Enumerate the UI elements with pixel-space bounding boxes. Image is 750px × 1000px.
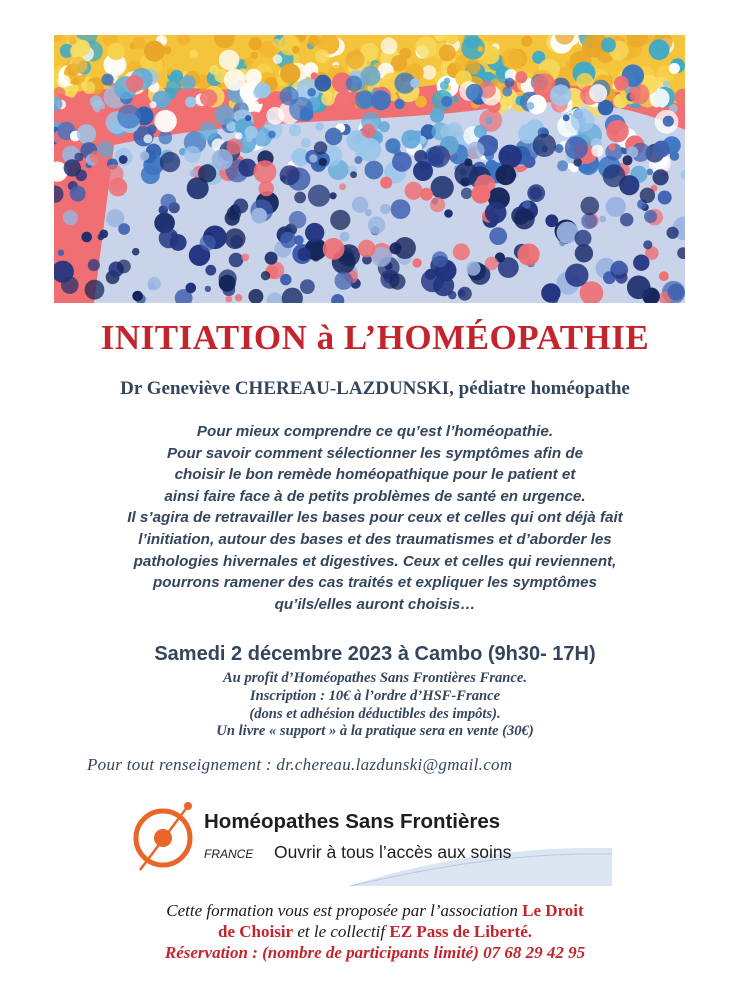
painting-dot: [141, 165, 160, 184]
painting-dot: [432, 251, 448, 267]
painting-dot: [205, 286, 211, 292]
painting-dot: [85, 280, 105, 300]
painting-dot: [346, 50, 365, 69]
painting-dot: [74, 153, 83, 162]
painting-dot: [350, 171, 357, 178]
painting-dot: [627, 276, 651, 300]
painting-dot: [453, 96, 459, 102]
painting-dot: [541, 283, 560, 302]
painting-dot: [401, 130, 420, 149]
painting-dot: [325, 128, 342, 145]
painting-dot: [413, 161, 433, 181]
painting-dot: [467, 142, 484, 159]
painting-dot: [527, 184, 545, 202]
painting-dot: [309, 154, 317, 162]
painting-dot: [448, 291, 456, 299]
painting-dot: [98, 234, 105, 241]
painting-dot: [614, 76, 629, 91]
painting-dot: [225, 296, 232, 303]
painting-dot: [315, 123, 323, 131]
painting-dot: [521, 36, 532, 47]
painting-dot: [253, 87, 265, 99]
painting-dot: [226, 138, 242, 154]
painting-dot: [289, 97, 313, 121]
painting-dot: [471, 185, 490, 204]
page-title: INITIATION à L’HOMÉOPATHIE: [100, 318, 650, 357]
painting-dot: [464, 158, 472, 166]
painting-dot: [608, 144, 615, 151]
painting-dot: [647, 169, 654, 176]
painting-dot: [253, 160, 276, 183]
painting-dot: [117, 105, 141, 129]
painting-dot: [184, 146, 201, 163]
painting-dot: [72, 78, 79, 85]
details-line: Inscription : 10€ à l’ordre d’HSF-France: [249, 687, 501, 704]
painting-dot: [280, 63, 300, 83]
intro-line: ainsi faire face à de petits problèmes de santé en urgence.: [164, 487, 586, 505]
painting-dot: [420, 188, 433, 201]
painting-dot: [502, 87, 512, 97]
painting-dot: [346, 76, 362, 92]
painting-dot: [495, 165, 516, 186]
painting-dot: [229, 253, 244, 268]
painting-dot: [518, 243, 540, 265]
painting-dot: [644, 210, 657, 223]
painting-dot: [99, 109, 107, 117]
painting-dot: [132, 291, 143, 302]
painting-dot: [70, 186, 86, 202]
painting-dot: [83, 82, 96, 95]
painting-dot: [591, 145, 603, 157]
painting-dot: [565, 136, 588, 159]
painting-dot: [200, 235, 216, 251]
painting-dot: [289, 124, 301, 136]
painting-dot: [466, 84, 483, 101]
painting-dot: [190, 170, 197, 177]
painting-dot: [308, 35, 319, 46]
painting-dot: [667, 227, 679, 239]
contact-info: Pour tout renseignement : dr.chereau.lazdunski@gmail.com: [87, 755, 513, 774]
painting-dot: [159, 131, 173, 145]
painting-dot: [633, 255, 649, 271]
event-date: Samedi 2 décembre 2023 à Cambo (9h30- 17H): [154, 643, 596, 665]
painting-dot: [224, 69, 246, 91]
painting-dot: [400, 48, 412, 60]
painting-dot: [109, 178, 128, 197]
painting-dot: [292, 46, 300, 54]
painting-dot: [649, 39, 670, 60]
painting-dot: [515, 71, 527, 83]
intro-line: choisir le bon remède homéopathique pour le patient et: [174, 466, 576, 484]
painting-dot: [335, 272, 353, 290]
painting-dot: [514, 209, 535, 230]
painting-dot: [643, 240, 652, 249]
painting-dot: [81, 232, 92, 243]
painting-dot: [430, 108, 444, 122]
painting-dot: [311, 72, 318, 79]
painting-dot: [391, 199, 411, 219]
painting-dot: [305, 223, 324, 242]
painting-dot: [380, 204, 390, 214]
painting-dot: [623, 155, 633, 165]
event-details: [0, 670, 750, 741]
painting-dot: [297, 248, 310, 261]
painting-dot: [653, 141, 670, 158]
painting-dot: [245, 126, 258, 139]
painting-dot: [394, 237, 416, 259]
painting-dot: [502, 48, 523, 69]
painting-dot: [485, 257, 499, 271]
painting-dot: [235, 132, 242, 139]
painting-dot: [68, 90, 76, 98]
painting-dot: [620, 213, 633, 226]
painting-dot: [405, 182, 423, 200]
painting-dot: [200, 89, 217, 106]
painting-dot: [144, 41, 165, 62]
intro-line: Il s’agira de retravailler les bases pour ceux et celles qui ont déjà fait: [127, 509, 623, 527]
painting-dot: [523, 156, 535, 168]
painting-dot: [505, 78, 515, 88]
logo-name: Homéopathes Sans Frontières: [204, 810, 501, 833]
painting-dot: [460, 177, 469, 186]
painting-dot: [147, 125, 157, 135]
doctor-name: Dr Geneviève CHEREAU-LAZDUNSKI, pédiatre homéopathe: [120, 378, 630, 399]
association-name-cont: de Choisir: [218, 922, 294, 941]
painting-dot: [368, 216, 386, 234]
painting-dot: [430, 197, 445, 212]
painting-dot: [365, 161, 384, 180]
painting-dot: [410, 78, 420, 88]
painting-dot: [422, 65, 436, 79]
painting-dot: [133, 37, 146, 50]
abstract-dots-painting: [54, 35, 685, 303]
painting-dot: [90, 95, 103, 108]
painting-dot: [663, 116, 674, 127]
painting-dot: [486, 160, 497, 171]
painting-dot: [64, 159, 81, 176]
painting-dot: [219, 275, 236, 292]
painting-dot: [371, 90, 391, 110]
collective-name: EZ Pass de Liberté.: [389, 922, 532, 941]
painting-dot: [444, 78, 451, 85]
painting-dot: [215, 105, 235, 125]
painting-dot: [321, 92, 335, 106]
painting-dot: [294, 192, 306, 204]
painting-dot: [245, 115, 251, 121]
painting-dot: [330, 192, 337, 199]
painting-dot: [102, 74, 114, 86]
painting-dot: [601, 37, 616, 52]
footer-text: [0, 900, 750, 963]
painting-dot: [640, 188, 655, 203]
painting-dot: [198, 164, 216, 182]
painting-dot: [261, 271, 270, 280]
painting-dot: [395, 99, 405, 109]
painting-dot: [352, 197, 368, 213]
painting-dot: [268, 131, 276, 139]
painting-dot: [461, 188, 472, 199]
painting-dot: [251, 52, 258, 59]
painting-dot: [603, 164, 626, 187]
painting-dot: [653, 169, 669, 185]
painting-dot: [289, 211, 307, 229]
painting-dot: [150, 101, 157, 108]
painting-dot: [330, 210, 350, 230]
painting-dot: [241, 254, 249, 262]
intro-line: pathologies hivernales et digestives. Ceux et celles qui reviennent,: [133, 552, 617, 570]
painting-dot: [181, 75, 196, 90]
painting-dot: [90, 151, 103, 164]
painting-dot: [161, 194, 177, 210]
hsf-logo: [130, 800, 620, 890]
painting-dot: [126, 75, 144, 93]
painting-dot: [233, 199, 248, 214]
painting-dot: [314, 141, 327, 154]
painting-dot: [466, 261, 480, 275]
painting-dot: [478, 46, 484, 52]
painting-dot: [659, 271, 669, 281]
painting-dot: [415, 37, 437, 59]
painting-dot: [358, 240, 376, 258]
details-line: Au profit d’Homéopathes Sans Frontières France.: [222, 670, 528, 686]
painting-dot: [160, 152, 180, 172]
footer-line-1: [0, 900, 750, 921]
painting-dot: [581, 197, 600, 216]
painting-dot: [335, 91, 356, 112]
painting-dot: [249, 37, 262, 50]
footer-intro: Cette formation vous est proposée par l’association: [166, 901, 523, 920]
painting-dot: [230, 235, 243, 248]
painting-dot: [381, 38, 398, 55]
painting-dot: [154, 110, 176, 132]
painting-dot: [589, 84, 607, 102]
painting-dot: [280, 165, 300, 185]
painting-dot: [88, 259, 100, 271]
intro-line: qu’ils/elles auront choisis…: [274, 595, 476, 613]
painting-dot: [663, 81, 669, 87]
painting-dot: [458, 289, 466, 297]
painting-dot: [581, 213, 597, 229]
painting-dot: [300, 279, 315, 294]
painting-dot: [251, 208, 267, 224]
painting-dot: [58, 75, 71, 88]
painting-banner: [54, 35, 685, 303]
painting-dot: [71, 57, 88, 74]
painting-dot: [669, 63, 680, 74]
painting-dot: [425, 269, 436, 280]
painting-dot: [565, 264, 588, 287]
painting-dot: [575, 244, 593, 262]
painting-dot: [563, 115, 570, 122]
painting-dot: [58, 250, 64, 256]
painting-dot: [301, 138, 311, 148]
intro-line: Pour mieux comprendre ce qu’est l’homéopathie.: [196, 423, 554, 440]
painting-dot: [354, 156, 362, 164]
intro-line: Pour savoir comment sélectionner les symptômes afin de: [166, 444, 584, 462]
painting-dot: [205, 265, 216, 276]
painting-dot: [361, 124, 375, 138]
intro-text: [0, 421, 750, 615]
painting-dot: [571, 109, 595, 133]
painting-dot: [219, 50, 240, 71]
painting-dot: [557, 160, 568, 171]
painting-dot: [244, 58, 254, 68]
logo-tagline: Ouvrir à tous l’accès aux soins: [274, 842, 512, 862]
painting-dot: [319, 158, 327, 166]
painting-dot: [70, 44, 85, 59]
orbit-logo-icon: [130, 800, 200, 880]
painting-dot: [533, 134, 556, 157]
painting-dot: [361, 66, 381, 86]
details-line: (dons et adhésion déductibles des impôts).: [249, 705, 501, 722]
painting-dot: [427, 145, 449, 167]
painting-dot: [189, 50, 198, 59]
painting-dot: [489, 227, 507, 245]
painting-dot: [312, 253, 321, 262]
painting-dot: [439, 44, 456, 61]
painting-dot: [389, 274, 405, 290]
painting-dot: [606, 120, 628, 142]
painting-dot: [658, 191, 672, 205]
painting-dot: [412, 258, 421, 267]
painting-dot: [132, 248, 140, 256]
painting-dot: [431, 176, 454, 199]
painting-dot: [185, 97, 196, 108]
reservation-line: Réservation : (nombre de participants limité) 07 68 29 42 95: [164, 943, 586, 962]
painting-dot: [63, 210, 78, 225]
painting-dot: [209, 65, 219, 75]
painting-dot: [323, 238, 345, 260]
painting-dot: [186, 283, 197, 294]
painting-dot: [441, 96, 452, 107]
painting-dot: [266, 107, 284, 125]
painting-dot: [575, 230, 592, 247]
painting-dot: [119, 155, 128, 164]
painting-dot: [606, 197, 626, 217]
painting-dot: [630, 91, 641, 102]
painting-dot: [307, 88, 316, 97]
painting-dot: [253, 101, 259, 107]
painting-dot: [485, 117, 492, 124]
painting-dot: [107, 43, 125, 61]
details-line: Un livre « support » à la pratique sera en vente (30€): [216, 723, 534, 740]
painting-dot: [235, 294, 242, 301]
association-name: Le Droit: [522, 901, 584, 920]
painting-dot: [526, 102, 534, 110]
painting-dot: [308, 185, 330, 207]
painting-dot: [118, 223, 130, 235]
painting-dot: [159, 228, 179, 248]
painting-dot: [280, 274, 291, 285]
painting-dot: [545, 214, 558, 227]
painting-dot: [599, 216, 606, 223]
painting-dot: [498, 145, 522, 169]
painting-dot: [143, 134, 152, 143]
painting-dot: [265, 252, 278, 265]
footer-connector: et le collectif: [293, 922, 390, 941]
painting-dot: [392, 152, 412, 172]
painting-dot: [117, 260, 131, 274]
painting-dot: [668, 284, 685, 301]
painting-dot: [444, 209, 453, 218]
intro-line: l’initiation, autour des bases et des traumatismes et d’aborder les: [138, 530, 612, 548]
painting-dot: [340, 232, 350, 242]
footer-line-2: [0, 921, 750, 942]
painting-dot: [485, 202, 507, 224]
painting-dot: [163, 46, 171, 54]
intro-line: pourrons ramener des cas traités et expliquer les symptômes: [153, 574, 597, 592]
painting-dot: [199, 122, 218, 141]
painting-dot: [280, 232, 296, 248]
logo-country: FRANCE: [204, 847, 254, 861]
painting-dot: [148, 277, 161, 290]
painting-dot: [612, 261, 627, 276]
painting-dot: [77, 124, 96, 143]
painting-dot: [339, 183, 346, 190]
painting-dot: [315, 49, 329, 63]
painting-dot: [550, 84, 572, 106]
painting-dot: [453, 243, 470, 260]
painting-dot: [140, 151, 150, 161]
painting-dot: [380, 177, 392, 189]
